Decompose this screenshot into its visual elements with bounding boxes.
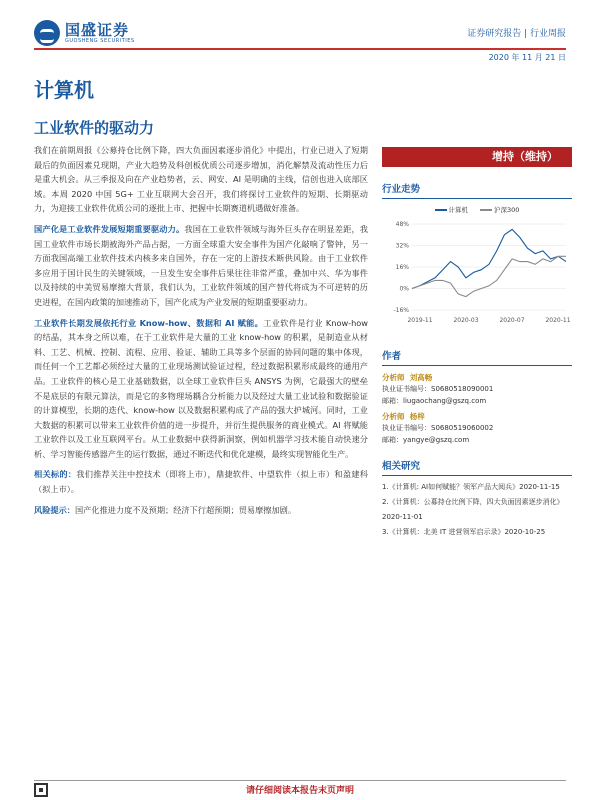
author-2-title [382, 411, 572, 422]
footer-divider [34, 780, 566, 781]
y-tick-label: 0% [399, 285, 409, 293]
y-tick-label: 32% [395, 242, 409, 250]
paragraph-longterm-heading: 工业软件长期发展依托行业 Know-how、数据和 AI 赋能。 [34, 317, 264, 328]
chart-legend [382, 205, 572, 214]
author-2-email [382, 434, 572, 446]
legend-label-computer: 计算机 [448, 206, 469, 214]
report-title: 工业软件的驱动力 [34, 119, 155, 137]
x-tick-label: 2020-07 [499, 317, 525, 324]
author-1-email-value[interactable]: liugaochang@gszq.com [403, 397, 487, 405]
y-tick-label: 16% [395, 264, 409, 271]
paragraph-intro: 我们在前期周报《公募持仓比例下降，四大负面因素逐步消化》中提出，行业已进入了短期最后的负面因素兑现期，产业大趋势及科创板优质公司逐步增加，消化解禁及流动性压力后是重大机会。从三季报及向在产业趋势者，云、网安、AI 是明确的主线，信创也进入底部区域。本周 2020 中国 5G+ 工业互联网大会召开，我们将探讨工业软件的短期、长期驱动力，为迎接工业软件优质公司的逐批上市、把握中长期赛道机遇做好准备。 [34, 145, 368, 214]
paragraph-targets [34, 467, 368, 496]
author-2-name: 杨梓 [409, 412, 425, 421]
author-1-role: 分析师 [382, 373, 405, 382]
paragraph-localization-heading: 国产化是工业软件发展短期重要驱动力。 [34, 223, 185, 234]
series-line-csi300 [412, 256, 566, 296]
main-body [34, 143, 368, 523]
report-category: 证券研究报告 | 行业周报 [467, 29, 566, 39]
legend-line-computer [435, 209, 447, 211]
x-tick-label: 2020-03 [453, 317, 479, 324]
author-2 [382, 411, 572, 446]
paragraph-risk [34, 503, 368, 518]
trend-chart-svg [382, 218, 572, 328]
legend-item-csi300 [480, 205, 519, 214]
logo-text-en: GUOSHENG SECURITIES [65, 38, 135, 44]
author-2-email-value[interactable]: yangye@gszq.com [403, 436, 470, 444]
author-1-license-value: S0680518090001 [431, 385, 494, 393]
x-tick-label: 2019-11 [407, 317, 433, 324]
rating-badge: 增持（维持） [382, 147, 572, 167]
related-section-title: 相关研究 [382, 458, 572, 476]
paragraph-longterm-text: 工业软件是行业 Know-how 的结晶，其本身之所以难，在于工业软件是大量的工业 know-how 的积累，是制造业从材料、工艺、机械、控制、流程、应用、验证、辅助工具等多个层面的协同问题的集中体现，而任何一个工艺都必须经过大量的工业现场测试验证过程，经过数据积累形成最终的通用产品。工业软件的核心是工业基础数据，以全球工业软件巨头 ANSYS 为例，它最强大的壁垒不是底层的有限元算法，而是它的多物理场耦合分析能力以及经过大量工业试验和数据验证的计算模型，长期的迭代、know-how 以及数据积累构成了产品的强大护城河。同时，工业大数据的积累可以带来工业软件价值的进一步提升，并衍生提供服务的商业模式。AI 将赋能工业软件以及工业互联网平台。从工业数据中获得新洞察，例如机器学习技术能自动快速分析、学习智能传感器产生的运行数据，通过不断迭代和优化建模，最终实现智能化生产。 [34, 317, 369, 459]
related-item[interactable]: 1.《计算机: AI如何赋能？领军产品大阅兵》2020-11-15 [382, 483, 560, 491]
report-date: 2020 年 11 月 21 日 [488, 53, 566, 62]
header-divider [34, 48, 566, 50]
logo-mark-icon [34, 20, 60, 46]
related-item[interactable]: 3.《计算机：北美 IT 进营领军启示录》2020-10-25 [382, 528, 546, 536]
author-1 [382, 372, 572, 407]
paragraph-risk-text: 国产化推进力度不及预期；经济下行超预期；贸易摩擦加剧。 [74, 504, 297, 515]
paragraph-localization-text: 我国在工业软件领域与海外巨头存在明显差距，我国工业软件市场长期被海外产品占据，一方面全球重大安全事件为国产化敲响了警钟，另一方面我国高端工业软件技术内核多来自国外，存在一定的上游技术断供风险。由于工业软件多应用于国计民生的关键领域，一旦发生安全事件后果往往非常严重，叠加中兴、华为事件以及持续的中美贸易摩擦大背景，我们认为，工业软件领域的国产替代将成为不可逆转的历史进程，在国内政策的加速推动下，国产化成为产业发展的短期重要驱动力。 [34, 223, 368, 307]
paragraph-longterm [34, 316, 368, 462]
trend-chart [382, 218, 572, 328]
author-2-license-label: 执业证书编号： [382, 424, 431, 432]
legend-label-csi300: 沪深300 [494, 206, 520, 214]
author-2-license-value: S0680519060002 [431, 424, 494, 432]
company-logo [34, 20, 135, 46]
author-2-email-label: 邮箱： [382, 436, 403, 444]
related-item[interactable]: 2.《计算机：公募持仓比例下降，四大负面因素逐步消化》2020-11-01 [382, 498, 564, 521]
x-tick-label: 2020-11 [545, 317, 571, 324]
industry-name: 计算机 [34, 78, 94, 102]
related-list [382, 480, 572, 540]
author-2-role: 分析师 [382, 412, 405, 421]
y-tick-label: 48% [395, 221, 409, 228]
author-1-license [382, 383, 572, 395]
sidebar [382, 143, 572, 540]
paragraph-localization [34, 222, 368, 310]
author-1-title [382, 372, 572, 383]
author-1-email [382, 395, 572, 407]
y-tick-label: -16% [393, 307, 409, 314]
paragraph-risk-heading: 风险提示： [34, 504, 75, 515]
legend-item-computer [435, 205, 469, 214]
paragraph-targets-text: 我们推荐关注中控技术（即将上市），鼎捷软件、中望软件（拟上市）和盈建科（拟上市）。 [34, 469, 368, 495]
author-1-license-label: 执业证书编号： [382, 385, 431, 393]
author-1-email-label: 邮箱： [382, 397, 403, 405]
logo-text-cn: 国盛证券 [65, 21, 130, 39]
legend-line-csi300 [480, 209, 492, 211]
paragraph-targets-heading: 相关标的： [34, 469, 77, 480]
author-1-name: 刘高畅 [409, 373, 433, 382]
author-2-license [382, 422, 572, 434]
footer-disclaimer: 请仔细阅读本报告末页声明 [245, 786, 354, 796]
trend-section-title: 行业走势 [382, 181, 572, 199]
authors-section-title: 作者 [382, 348, 572, 366]
